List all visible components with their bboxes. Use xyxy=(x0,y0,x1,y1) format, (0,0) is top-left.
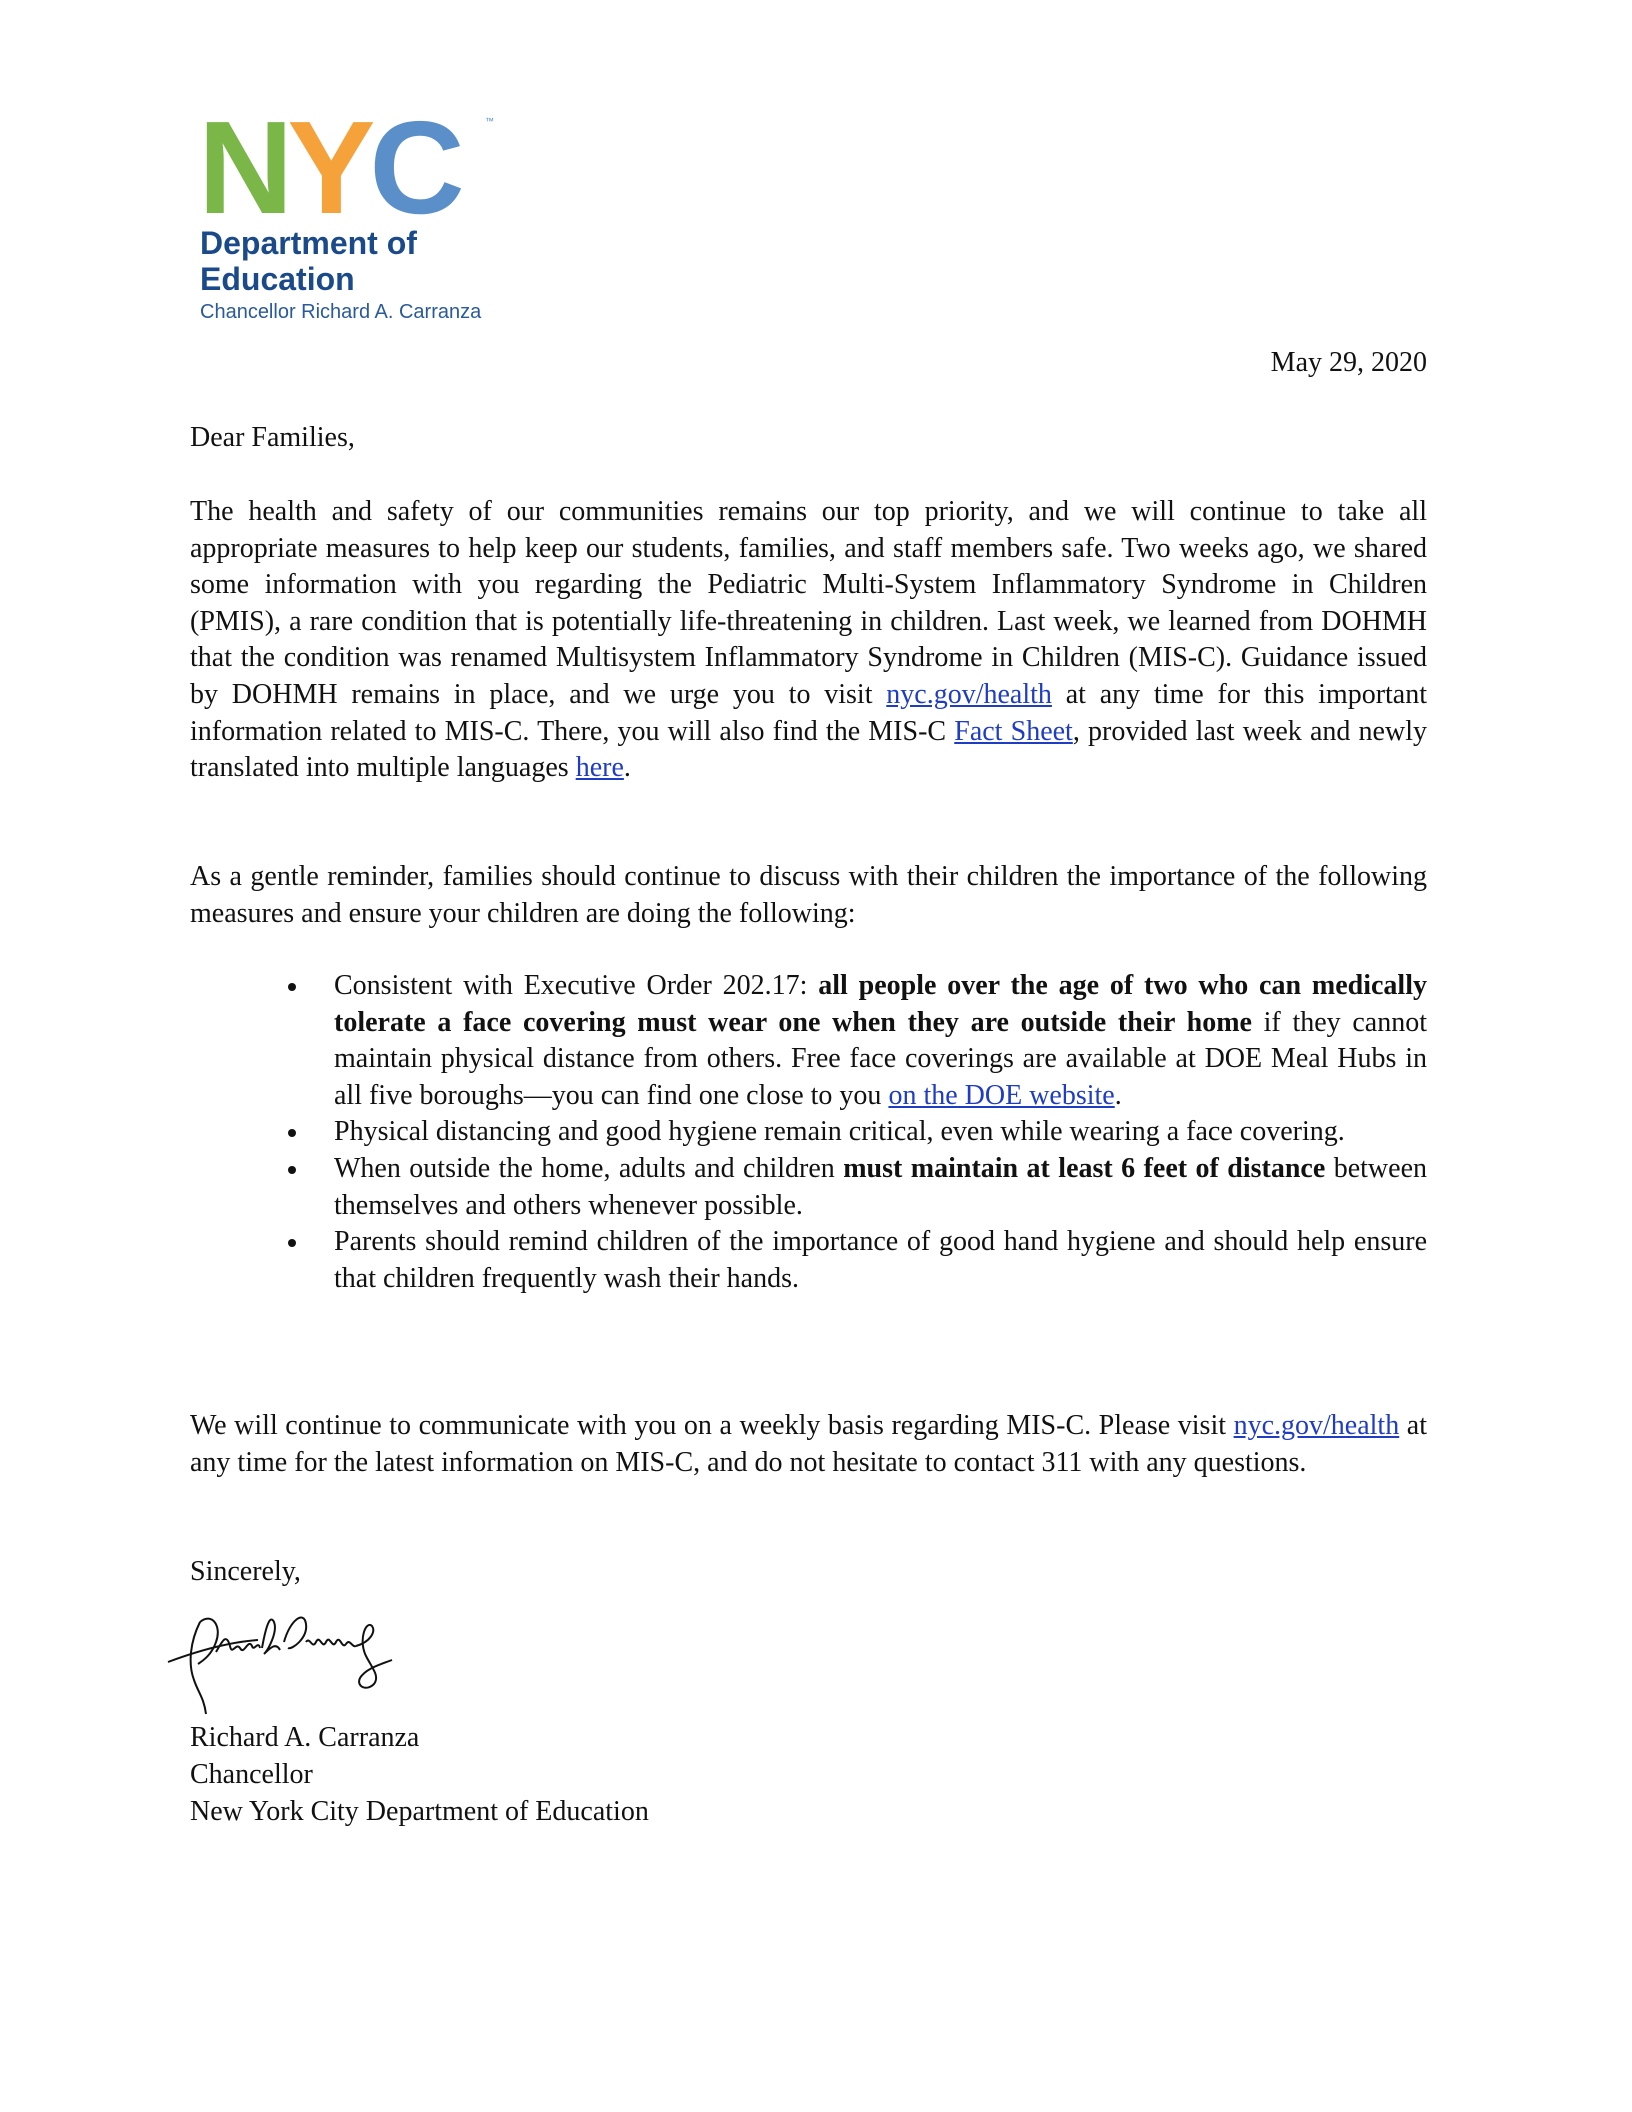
signatory-name: Richard A. Carranza xyxy=(190,1722,420,1753)
para1-text-1: The health and safety of our communities remains our top priority, and we will continue to take all appropriate measures to help keep our students, families, and staff members safe. Two weeks ago, we shared some information with you regarding the Pediatric Multi-System Inflammatory Syndrome in Children (PMIS), a rare condition that is potentially life-threatening in children. Last week, we learned from DOHMH that the condition was renamed Multisystem Inflammatory Syndrome in Children (MIS-C). Guidance issued by DOHMH remains in place, and we urge you to visit xyxy=(190,496,1427,710)
list-item xyxy=(190,1151,1427,1224)
nyc-wordmark xyxy=(198,94,498,241)
nyc-health-link[interactable]: nyc.gov/health xyxy=(886,678,1052,710)
list-item xyxy=(190,968,1427,1114)
bullet-icon xyxy=(288,1166,296,1174)
signatory-organization: New York City Department of Education xyxy=(190,1796,649,1827)
department-line-1: Department of xyxy=(200,225,417,261)
bullet2-text: Physical distancing and good hygiene remain critical, even while wearing a face covering. xyxy=(334,1116,1345,1148)
bullet3-bold: must maintain at least 6 feet of distance xyxy=(843,1152,1326,1184)
department-line-2: Education xyxy=(200,261,355,297)
para1-text-3: , provided last week and newly translated into multiple languages xyxy=(190,715,1427,784)
logo-letter-n: N xyxy=(198,94,288,241)
bullet3-text-2: between themselves and others whenever possible. xyxy=(334,1152,1427,1221)
bullet-icon xyxy=(288,983,296,991)
para3-text-1: We will continue to communicate with you on a weekly basis regarding MIS-C. Please visit xyxy=(190,1410,1234,1441)
logo-letter-c: C xyxy=(369,94,459,241)
list-item xyxy=(190,1114,1427,1151)
letter-date: May 29, 2020 xyxy=(1270,347,1427,378)
paragraph-intro xyxy=(190,494,1427,787)
fact-sheet-link[interactable]: Fact Sheet xyxy=(954,715,1073,747)
trademark-symbol: ™ xyxy=(485,116,494,126)
bullet-icon xyxy=(288,1239,296,1247)
doe-website-link[interactable]: on the DOE website xyxy=(888,1079,1115,1111)
paragraph-reminder: As a gentle reminder, families should continue to discuss with their children the importance of the following measures and ensure your children are doing the following: xyxy=(190,861,1427,929)
salutation: Dear Families, xyxy=(190,422,355,453)
nyc-health-link-2[interactable]: nyc.gov/health xyxy=(1233,1410,1400,1441)
para3-text-2: at any time for the latest information on MIS-C, and do not hesitate to contact 311 with any questions. xyxy=(190,1410,1427,1478)
logo-letter-y: Y xyxy=(287,94,370,241)
bullet1-text-1: Consistent with Executive Order 202.17: xyxy=(334,970,819,1001)
signatory-title: Chancellor xyxy=(190,1759,313,1790)
nyc-doe-logo xyxy=(198,94,538,330)
para1-text-2: at any time for this important information related to MIS-C. There, you will also find the MIS-C xyxy=(190,678,1428,747)
signature-block xyxy=(190,1719,1427,1830)
paragraph-closing xyxy=(190,1408,1427,1481)
bullet3-text-1: When outside the home, adults and children xyxy=(334,1152,844,1184)
list-item xyxy=(190,1224,1427,1297)
bullet1-text-2: if they cannot maintain physical distance from others. Free face coverings are available at DOE Meal Hubs in all five boroughs—you can find one close to you xyxy=(334,1006,1427,1111)
bullet1-text-3: . xyxy=(1114,1079,1122,1111)
chancellor-line: Chancellor Richard A. Carranza xyxy=(200,301,482,323)
bullet-icon xyxy=(288,1129,296,1137)
translations-here-link[interactable]: here xyxy=(575,752,624,784)
para1-text-4: . xyxy=(623,752,631,784)
bullet1-bold: all people over the age of two who can medically tolerate a face covering must wear one when they are outside their home xyxy=(334,970,1427,1038)
bullet4-text: Parents should remind children of the importance of good hand hygiene and should help ensure that children frequently wash their hands. xyxy=(334,1226,1427,1294)
measures-list xyxy=(190,968,1427,1297)
handwritten-signature xyxy=(160,1602,400,1720)
closing: Sincerely, xyxy=(190,1556,301,1587)
